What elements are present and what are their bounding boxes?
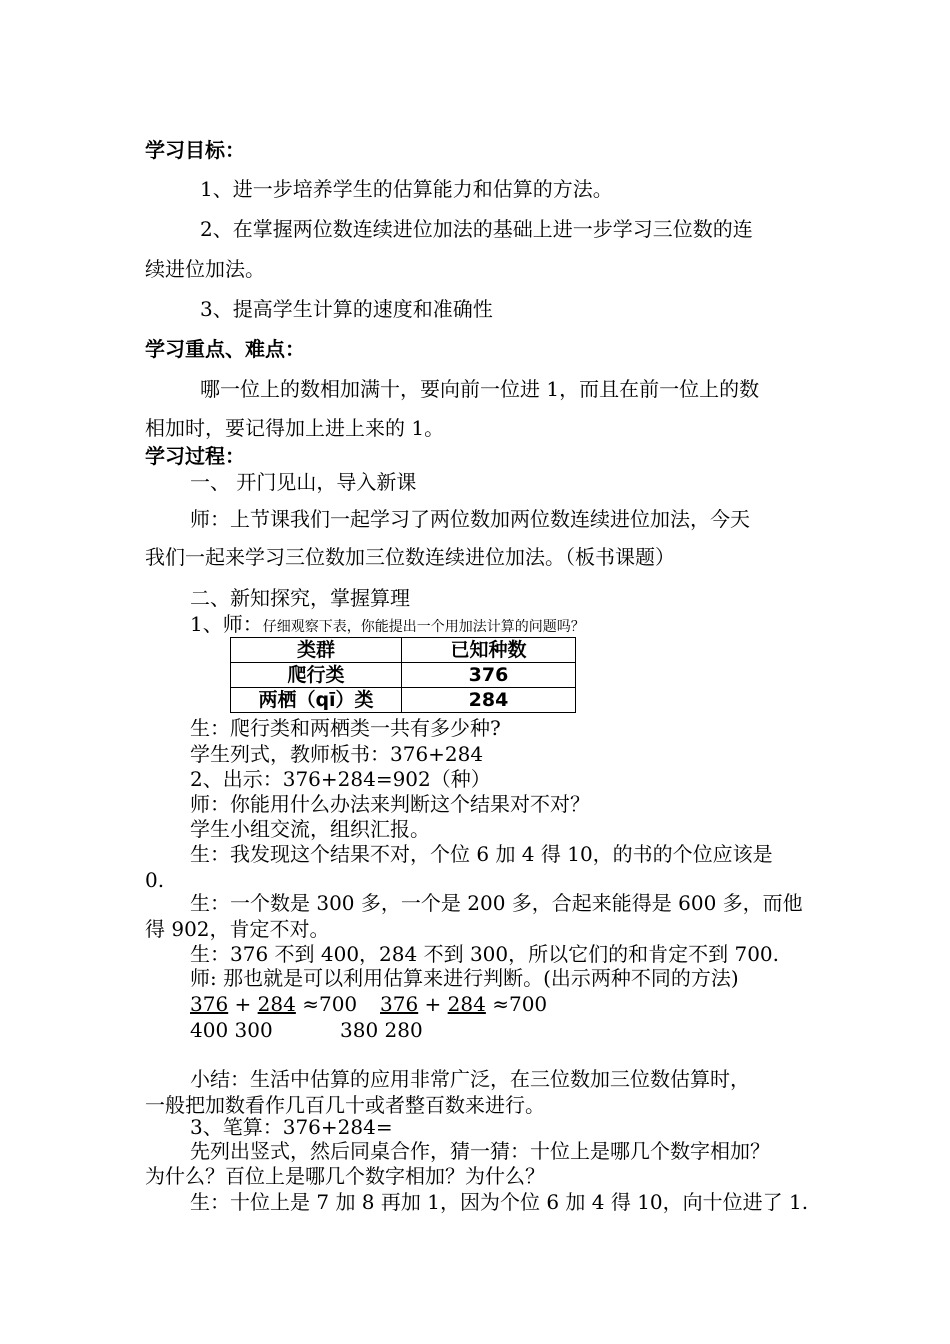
text-line: 生：376 不到 400，284 不到 300，所以它们的和肯定不到 700. (190, 942, 780, 966)
species-table (230, 637, 576, 713)
text-line: 生：十位上是 7 加 8 再加 1，因为个位 6 加 4 得 10，向十位进了 1. (190, 1190, 809, 1214)
text-line: 师：你能用什么办法来判断这个结果对不对？ (190, 792, 590, 816)
table-row (231, 688, 576, 713)
text-line: 师: 那也就是可以利用估算来进行判断。(出示两种不同的方法) (190, 966, 739, 990)
text-line: 学生列式，教师板书：376+284 (190, 742, 484, 766)
section-1-title: 一、 开门见山，导入新课 (190, 470, 417, 494)
key-line-2: 相加时，要记得加上进上来的 1。 (145, 416, 445, 440)
text-line: 3、笔算：376+284= (190, 1115, 393, 1139)
table-cell: 284 (402, 688, 576, 713)
heading-key-points: 学习重点、难点： (145, 337, 305, 361)
addend-b1: 376 (380, 992, 419, 1016)
text-line: 生：我发现这个结果不对，个位 6 加 4 得 10，的书的个位应该是 (190, 842, 773, 866)
estimate-method-a (190, 992, 357, 1016)
estimate-under-b: 380 280 (340, 1018, 423, 1042)
plus-sign: + (234, 992, 252, 1016)
addend-a1: 376 (190, 992, 229, 1016)
table-header-cell: 类群 (231, 638, 402, 663)
estimate-under-a: 400 300 (190, 1018, 273, 1042)
addend-a2: 284 (257, 992, 296, 1016)
section-2-title: 二、新知探究，掌握算理 (190, 586, 410, 610)
key-line-1: 哪一位上的数相加满十，要向前一位进 1，而且在前一位上的数 (200, 377, 760, 401)
question-1-prefix: 1、师： (190, 612, 263, 636)
text-line: 生：一个数是 300 多，一个是 200 多，合起来能得是 600 多，而他 (190, 891, 803, 915)
table-header-row (231, 638, 576, 663)
question-1 (190, 612, 585, 639)
intro-line-2: 我们一起来学习三位数加三位数连续进位加法。（板书课题） (145, 545, 675, 569)
text-line: 0. (145, 868, 165, 892)
goal-3: 3、提高学生计算的速度和准确性 (200, 297, 493, 321)
approx-result: ≈700 (492, 992, 548, 1016)
text-line: 为什么？百位上是哪几个数字相加？为什么？ (145, 1164, 545, 1188)
heading-learning-goals: 学习目标： (145, 138, 245, 162)
text-line: 先列出竖式，然后同桌合作，猜一猜：十位上是哪几个数字相加？ (190, 1139, 770, 1163)
heading-learning-process: 学习过程： (145, 444, 245, 468)
addend-b2: 284 (447, 992, 486, 1016)
text-line: 学生小组交流，组织汇报。 (190, 817, 430, 841)
estimate-method-b (380, 992, 547, 1016)
table-cell: 爬行类 (231, 663, 402, 688)
goal-2: 2、在掌握两位数连续进位加法的基础上进一步学习三位数的连 (200, 217, 753, 241)
intro-line-1: 师：上节课我们一起学习了两位数加两位数连续进位加法，今天 (190, 507, 750, 531)
plus-sign: + (424, 992, 442, 1016)
question-1-text: 仔细观察下表，你能提出一个用加法计算的问题吗？ (262, 619, 585, 635)
text-line: 一般把加数看作几百几十或者整百数来进行。 (145, 1093, 545, 1117)
table-cell: 376 (402, 663, 576, 688)
text-line: 小结：生活中估算的应用非常广泛，在三位数加三位数估算时， (190, 1067, 750, 1091)
table-row (231, 663, 576, 688)
table-header-cell: 已知种数 (402, 638, 576, 663)
text-line: 生：爬行类和两栖类一共有多少种? (190, 716, 501, 740)
approx-result: ≈700 (302, 992, 358, 1016)
goal-1: 1、进一步培养学生的估算能力和估算的方法。 (200, 177, 613, 201)
text-line: 得 902，肯定不对。 (145, 917, 330, 941)
goal-2-continued: 续进位加法。 (145, 257, 265, 281)
table-cell: 两栖（qī）类 (231, 688, 402, 713)
text-line: 2、出示：376+284=902（种） (190, 767, 491, 791)
